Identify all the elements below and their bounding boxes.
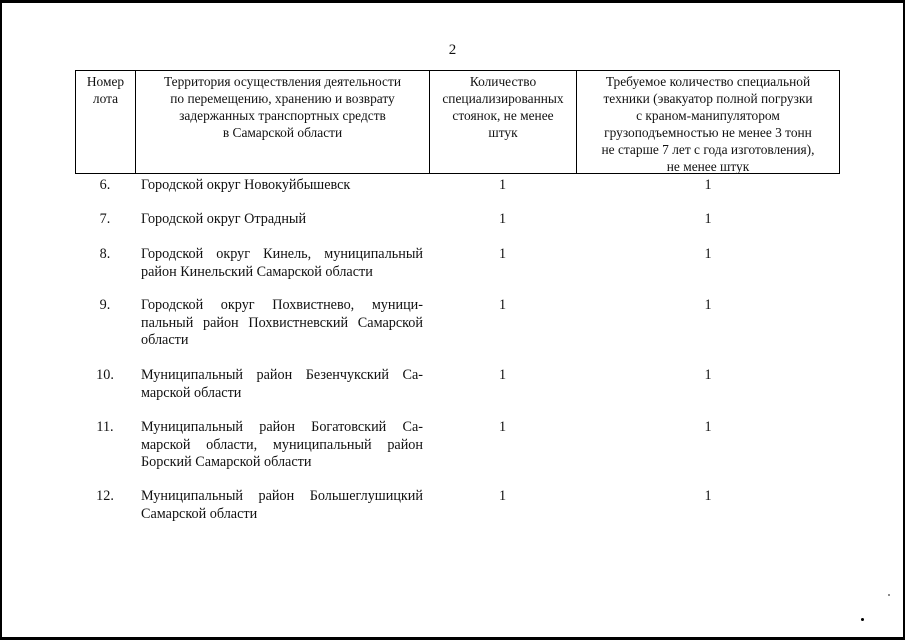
header-line: с краном-манипулятором: [636, 108, 780, 123]
equipment-count: 1: [704, 211, 712, 227]
table-header: [75, 70, 840, 174]
parking-count: 1: [498, 211, 507, 227]
parking-count: 1: [498, 488, 507, 504]
header-lot-number: [76, 71, 136, 173]
header-territory: [136, 71, 430, 173]
header-line: специализированных: [442, 91, 564, 106]
equipment-count: 1: [704, 419, 712, 435]
header-line: грузоподъемностью не менее 3 тонн: [604, 125, 812, 140]
territory-text: Муниципальный район Большеглушицкий Самарской области: [141, 488, 423, 522]
equipment-count: 1: [704, 177, 712, 193]
parking-count: 1: [498, 246, 507, 262]
header-line: в Самарской области: [222, 125, 343, 140]
header-line: лота: [92, 91, 119, 106]
header-parking-count: [430, 71, 577, 173]
lot-number: 9.: [99, 297, 111, 313]
lot-number: 7.: [99, 211, 111, 227]
equipment-count: 1: [704, 246, 712, 262]
header-equipment-count: [577, 71, 839, 173]
parking-count: 1: [498, 367, 507, 383]
equipment-count: 1: [704, 297, 712, 313]
territory-text: Городской округ Новокуйбышевск: [141, 177, 351, 193]
lot-number: 6.: [99, 177, 111, 193]
lot-number: 10.: [96, 367, 114, 383]
header-line: Номер: [86, 74, 125, 89]
header-line: Требуемое количество специальной: [605, 74, 811, 89]
page-number: 2: [448, 42, 457, 58]
header-line: не старше 7 лет с года изготовления),: [601, 142, 815, 157]
territory-text: Городской округ Кинель, муниципальный район Кинельский Самарской области: [141, 246, 423, 280]
territory-text: Муниципальный район Безенчукский Самарской области: [141, 367, 423, 401]
lot-number: 8.: [99, 246, 111, 262]
territory-text: Муниципальный район Богатовский Самарской области, муниципальный район Борский Самарской области: [141, 419, 423, 470]
lot-number: 12.: [96, 488, 114, 504]
header-line: Территория осуществления деятельности: [163, 74, 402, 89]
parking-count: 1: [498, 297, 507, 313]
equipment-count: 1: [704, 488, 712, 504]
scan-speck: [888, 594, 890, 596]
header-line: штук: [488, 125, 518, 140]
scan-speck: [861, 618, 864, 621]
header-line: не менее штук: [666, 159, 750, 174]
header-line: по перемещению, хранению и возврату: [170, 91, 395, 106]
lot-number: 11.: [96, 419, 114, 435]
header-line: задержанных транспортных средств: [179, 108, 386, 123]
header-line: стоянок, не менее: [452, 108, 554, 123]
territory-text: Городской округ Отрадный: [141, 211, 307, 227]
parking-count: 1: [498, 177, 507, 193]
equipment-count: 1: [704, 367, 712, 383]
territory-text: Городской округ Похвистнево, муниципальный район Похвистневский Самарской области: [141, 297, 423, 348]
header-line: Количество: [469, 74, 537, 89]
header-line: техники (эвакуатор полной погрузки: [603, 91, 813, 106]
parking-count: 1: [498, 419, 507, 435]
